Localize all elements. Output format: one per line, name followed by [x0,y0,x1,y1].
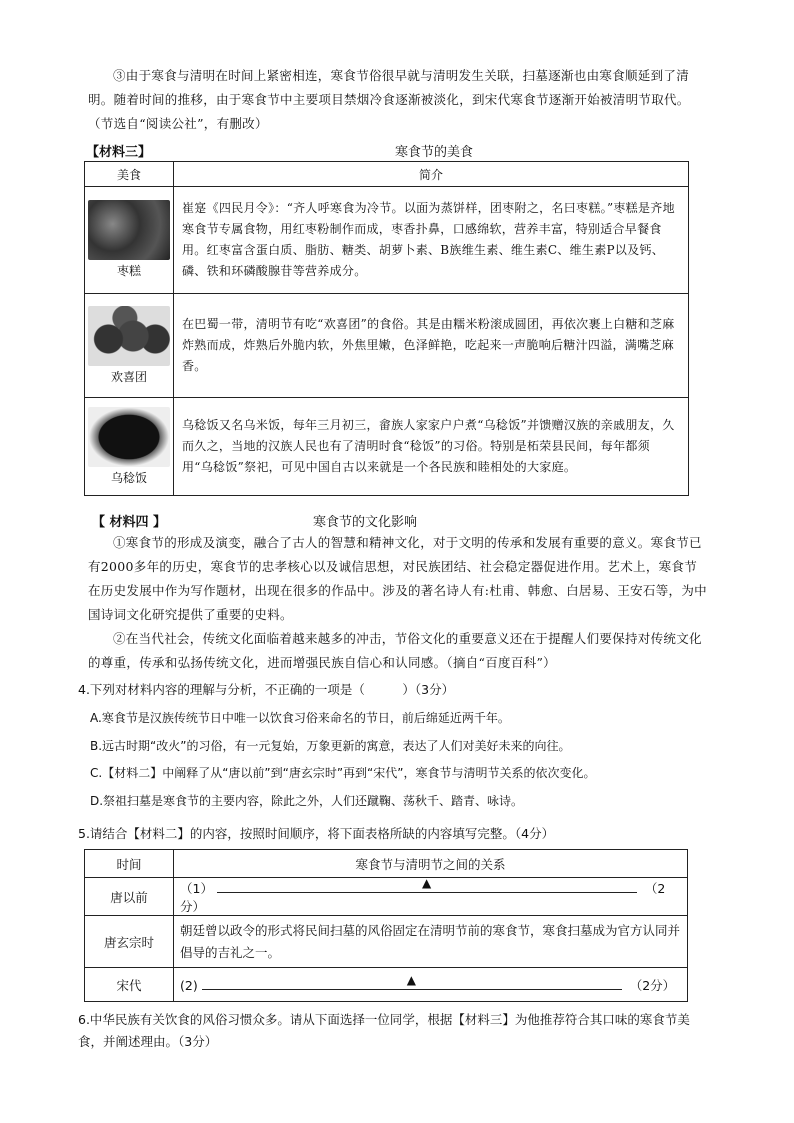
sesame-balls-photo [88,306,170,366]
triangle-marker-icon: ▲ [406,973,416,987]
time-cell: 唐玄宗时 [85,916,174,968]
food-description: 在巴蜀一带，清明节有吃“欢喜团”的食俗。其是由糯米粉滚成圆团，再依次裹上白糖和芝麻炸熟而成，炸熟后外脆内软，外焦里嫩，色泽鲜艳，吃起来一声脆响后糖汁四溢，满嘴芝麻香。 [174,294,689,398]
question-4-stem: 4.下列对材料内容的理解与分析，不正确的一项是（ ）（3分） [78,682,455,697]
time-cell: 唐以前 [85,878,174,916]
food-cell [85,398,174,496]
question-6-stem: 6.中华民族有关饮食的风俗习惯众多。请从下面选择一位同学，根据【材料三】为他推荐符合其口味的寒食节美食，并阐述理由。（3分） [78,1012,690,1049]
col-food-header: 美食 [85,162,174,187]
relation-content: 朝廷曾以政令的形式将民间扫墓的风俗固定在清明节前的寒食节，寒食扫墓成为官方认同并倡导的吉礼之一。 [174,916,688,968]
food-row [85,187,689,294]
fill-line[interactable] [202,975,622,990]
food-name: 乌稔饭 [110,470,147,485]
material4-paragraph-2: ②在当代社会，传统文化面临着越来越多的冲击，节俗文化的重要意义还在于提醒人们要保持对传统文化的尊重，传承和弘扬传统文化，进而增强民族自信心和认同感。（摘自“百度百科”） [88,631,702,670]
question-4-option-b[interactable]: B.远古时期“改火”的习俗，有一元复始，万象更新的寓意，表达了人们对美好未来的向往。 [90,739,571,753]
col-intro-header: 简介 [174,162,689,187]
food-cell [85,294,174,398]
relation-row [85,968,688,1002]
relation-row [85,916,688,968]
food-table [84,161,689,496]
question-4-option-a[interactable]: A.寒食节是汉族传统节日中唯一以饮食习俗来命名的节日，前后绵延近两千年。 [90,711,510,725]
material4-title: 寒食节的文化影响 [313,515,418,530]
material4-label: 【 材料四 】 [92,515,167,530]
relation-row [85,878,688,916]
food-table-header [85,162,689,187]
blank-score: （2分） [629,978,676,993]
black-rice-photo [88,407,170,467]
col-relation-header: 寒食节与清明节之间的关系 [174,850,688,878]
food-description: 崔寔《四民月令》：“齐人呼寒食为冷节。以面为蒸饼样，团枣附之，名曰枣糕。”枣糕是齐地寒食节专属食物，用红枣粉制作而成，枣香扑鼻，口感绵软，营养丰富，特别适合早餐食用。红枣富含蛋白质、脂肪、糖类、胡萝卜素、B族维生素、维生素C、维生素P以及钙、磷、铁和环磷酸腺苷等营养成分。 [174,187,689,294]
food-cell [85,187,174,294]
answer-blank-2[interactable] [174,968,688,1002]
relation-table [84,849,688,1002]
blank-number: （1） [180,881,213,896]
answer-blank-1[interactable] [174,878,688,916]
material3-label: 【材料三】 [86,145,152,160]
col-time-header: 时间 [85,850,174,878]
blank-number: (2) [180,978,198,993]
fill-line[interactable] [217,878,637,893]
question-4-option-c[interactable]: C.【材料二】中阐释了从“唐以前”到“唐玄宗时”再到“宋代”，寒食节与清明节关系的依次变化。 [90,766,596,780]
food-row [85,398,689,496]
blank-score: （2分） [180,881,666,914]
rice-cake-photo [88,200,170,260]
question-4-option-d[interactable]: D.祭祖扫墓是寒食节的主要内容，除此之外，人们还蹴鞠、荡秋千、踏青、咏诗。 [90,794,524,808]
time-cell: 宋代 [85,968,174,1002]
food-name: 枣糕 [116,264,141,278]
food-name: 欢喜团 [110,369,147,384]
material2-paragraph-3: ③由于寒食与清明在时间上紧密相连，寒食节俗很早就与清明发生关联，扫墓逐渐也由寒食顺延到了清明。随着时间的推移，由于寒食节中主要项目禁烟冷食逐渐被淡化，到宋代寒食节逐渐开始被清明节取代。（节选自“阅读公社”，有删改） [88,68,690,131]
triangle-marker-icon: ▲ [421,876,432,890]
question-5-stem: 5.请结合【材料二】的内容，按照时间顺序，将下面表格所缺的内容填写完整。（4分） [78,826,555,841]
relation-table-header [85,850,688,878]
material4-paragraph-1: ①寒食节的形成及演变，融合了古人的智慧和精神文化，对于文明的传承和发展有重要的意义。寒食节已有2000多年的历史，寒食节的忠孝核心以及诚信思想，对民族团结、社会稳定器促进作用。艺术上，寒食节在历史发展中作为写作题材，出现在很多的作品中。涉及的著名诗人有:杜甫、韩愈、白居易、王安石等，为中国诗词文化研究提供了重要的史料。 [88,535,707,622]
food-description: 乌稔饭又名乌米饭，每年三月初三，畲族人家家户户煮“乌稔饭”并馈赠汉族的亲戚朋友，久而久之，当地的汉族人民也有了清明时食“稔饭”的习俗。特别是柘荣县民间，每年都须用“乌稔饭”祭祀，可见中国自古以来就是一个各民族和睦相处的大家庭。 [174,398,689,496]
food-row [85,294,689,398]
material3-title: 寒食节的美食 [395,145,474,160]
